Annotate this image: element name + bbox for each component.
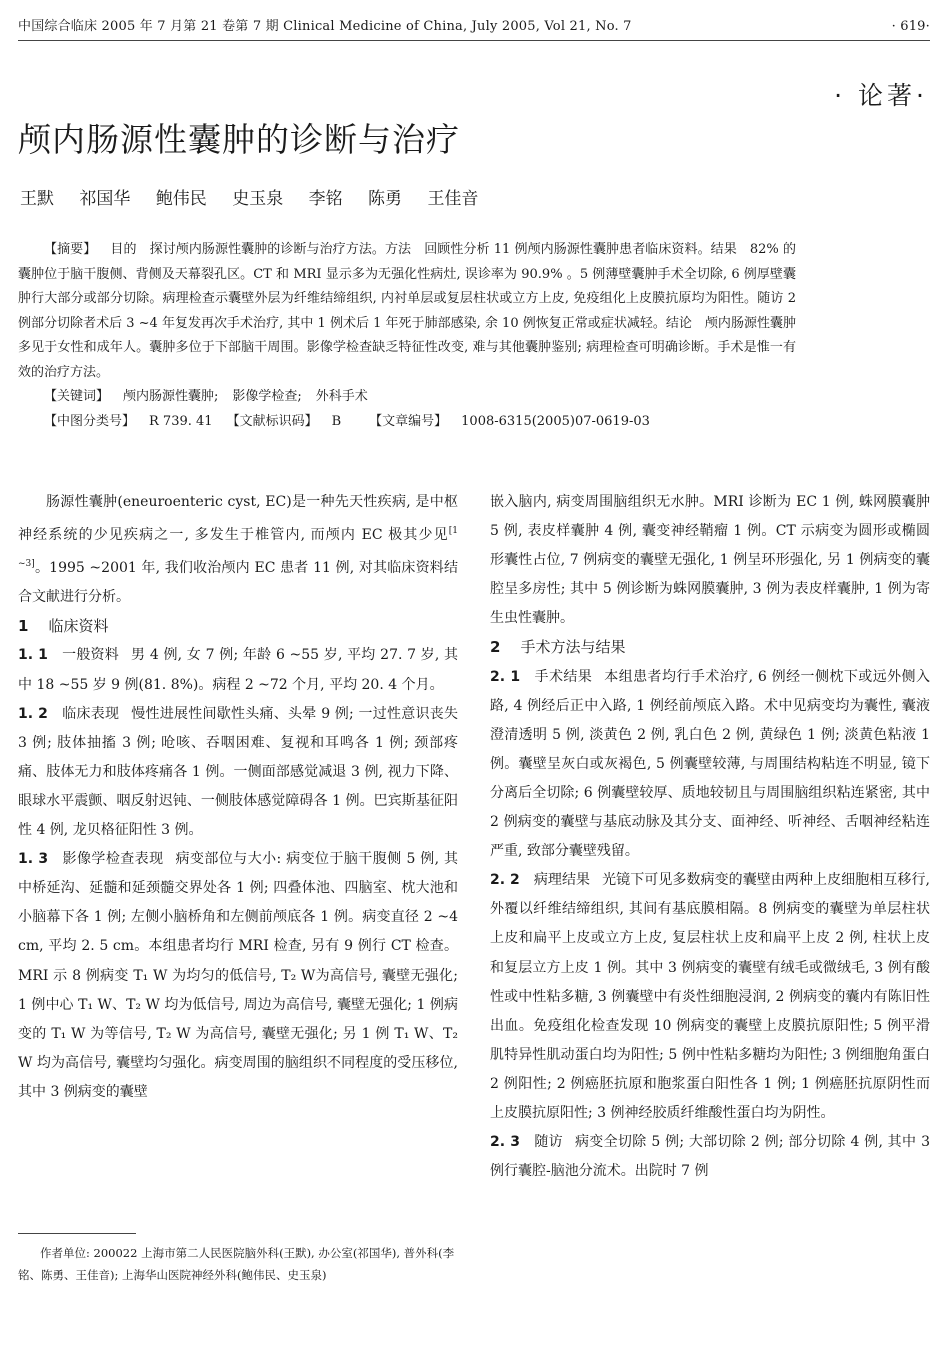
intro-paragraph — [18, 488, 458, 612]
reference-mark: [1 ~3] — [18, 526, 458, 570]
subsection-heading-2-1 — [490, 669, 604, 685]
abstract-block — [18, 238, 796, 434]
author: 史玉泉 — [232, 189, 284, 209]
subsection-heading-1-2 — [18, 706, 131, 722]
section-heading-2 — [490, 633, 930, 662]
clc-value: R 739. 41 — [149, 413, 213, 429]
author: 李铭 — [308, 189, 343, 209]
keyword: 颅内肠源性囊肿; — [123, 389, 219, 404]
body-column-left — [18, 488, 458, 1107]
body-column-right — [490, 488, 930, 1186]
subsection-number: 2. 3 — [490, 1134, 520, 1151]
subsection-title: 一般资料 — [61, 647, 119, 664]
subsection-title: 影像学检查表现 — [62, 851, 164, 868]
paragraph-text: 病变部位与大小: 病变位于脑干腹侧 5 例, 其中桥延沟、延髓和延颈髓交界处各 1 例; 四叠体池、四脑室、枕大池和小脑幕下各 1 例; 左侧小脑桥角和左侧前颅底各 1 例。病变直径 2 ~4 cm, 平均 2. 5 cm。本组患者均行 MRI 检查, 另有 9 例行 CT 检查。MRI 示 8 例病变 T₁ W 为均匀的低信号, T₂ W为高信号, 囊壁无强化; 1 例中心 T₁ W、T₂ W 均为低信号, 周边为高信号, 囊壁无强化; 1 例病变的 T₁ W 为等信号, T₂ W 为高信号, 囊壁无强化; 另 1 例 T₁ W、T₂ W 均为高信号, 囊壁均匀强化。病变周围的脑组织不同程度的受压移位, 其中 3 例病变的囊壁 — [18, 851, 458, 1100]
paragraph-text: 光镜下可见多数病变的囊壁由两种上皮细胞相互移行, 外覆以纤维结缔组织, 其间有基底膜相隔。8 例病变的囊壁为单层柱状上皮和扁平上皮或立方上皮, 复层柱状上皮和扁平上皮 2 例, 柱状上皮和复层立方上皮 1 例。其中 3 例病变的囊壁有绒毛或微绒毛, 3 例有酸性或中性粘多糖, 3 例囊壁中有炎性细胞浸润, 2 例病变的囊内有陈旧性出血。免疫组化检查发现 10 例病变的囊壁上皮膜抗原阳性; 5 例平滑肌特异性肌动蛋白均为阳性; 5 例中性粘多糖均为阳性; 3 例细胞角蛋白 2 例阳性; 2 例癌胚抗原和胞浆蛋白阳性各 1 例; 1 例癌胚抗原阴性而上皮膜抗原阳性; 3 例神经胶质纤维酸性蛋白均为阴性。 — [490, 872, 931, 1121]
paragraph-continued: 嵌入脑内, 病变周围脑组织无水肿。MRI 诊断为 EC 1 例, 蛛网膜囊肿 5 例, 表皮样囊肿 4 例, 囊变神经鞘瘤 1 例。CT 示病变为圆形或椭圆形囊性占位, 7 例病变的囊壁无强化, 1 例呈环形强化, 另 1 例病变的囊腔呈多房性; 其中 5 例诊断为蛛网膜囊肿, 3 例为表皮样囊肿, 1 例为寄生虫性囊肿。 — [490, 494, 930, 627]
subsection-title: 病理结果 — [533, 872, 591, 889]
keywords-tag: 【关键词】 — [44, 389, 110, 404]
subsection-heading-2-3 — [490, 1134, 575, 1150]
paragraph-text: 病变全切除 5 例; 大部切除 2 例; 部分切除 4 例, 其中 3 例行囊腔-脑池分流术。出院时 7 例 — [490, 1134, 930, 1180]
footnote-rule — [18, 1233, 136, 1234]
author: 王佳音 — [427, 189, 479, 209]
subsection-heading-1-1 — [18, 647, 131, 663]
paragraph-text: 本组患者均行手术治疗, 6 例经一侧枕下或远外侧入路, 4 例经后正中入路, 1 例经前颅底入路。术中见病变均为囊性, 囊液澄清透明 5 例, 淡黄色 2 例, 乳白色 2 例, 黄绿色 1 例; 淡黄色粘液 1 例。囊壁呈灰白或灰褐色, 5 例囊壁较薄, 与周围结构粘连不明显, 镜下分离后全切除; 6 例囊壁较厚、质地较韧且与周围脑组织粘连紧密, 其中 2 例病变的囊壁与基底动脉及其分支、面神经、听神经、舌咽神经粘连严重, 致部分囊壁残留。 — [490, 668, 930, 860]
author-list — [20, 187, 498, 211]
subsection-title: 手术结果 — [534, 668, 593, 685]
paragraph-text: 慢性进展性间歇性头痛、头晕 9 例; 一过性意识丧失 3 例; 肢体抽搐 3 例; 呛咳、吞咽困难、复视和耳鸣各 1 例; 颈部疼痛、肢体无力和肢体疼痛各 1 例。一侧面部感觉减退 3 例, 视力下降、眼球水平震颤、咽反射迟钝、一侧肢体感觉障碍各 1 例。巴宾斯基征阳性 4 例, 龙贝格征阳性 3 例。 — [18, 705, 458, 839]
keywords — [18, 385, 796, 410]
section-label: · 论著· — [834, 81, 928, 110]
author-affiliation-footnote — [18, 1242, 458, 1286]
section-title: 临床资料 — [48, 617, 109, 636]
subsection-number: 2. 1 — [490, 668, 521, 685]
article-no-value: 1008-6315(2005)07-0619-03 — [461, 413, 650, 429]
keyword: 外科手术 — [315, 389, 368, 404]
section-title: 手术方法与结果 — [520, 638, 626, 657]
abstract — [18, 238, 796, 385]
section-number: 1 — [18, 617, 29, 636]
author: 陈勇 — [368, 189, 403, 209]
abstract-tag: 【摘要】 — [44, 242, 97, 257]
subsection-number: 1. 3 — [18, 851, 49, 868]
subsection-heading-1-3 — [18, 851, 176, 867]
article-title: 颅内肠源性囊肿的诊断与治疗 — [18, 120, 460, 159]
subsection-number: 1. 1 — [18, 647, 48, 664]
clc-tag: 【中图分类号】 — [44, 413, 136, 429]
doc-code-tag: 【文献标识码】 — [226, 413, 318, 429]
section-number: 2 — [490, 638, 501, 657]
journal-citation: 中国综合临床 2005 年 7 月第 21 卷第 7 期 Clinical Medicine of China, July 2005, Vol 21, No. 7 — [18, 19, 632, 34]
abstract-text: 目的 探讨颅内肠源性囊肿的诊断与治疗方法。方法 回顾性分析 11 例颅内肠源性囊肿患者临床资料。结果 82% 的囊肿位于脑干腹侧、背侧及天幕裂孔区。CT 和 MRI 显示多为无强化性病灶, 误诊率为 90.9% 。5 例薄壁囊肿手术全切除, 6 例厚壁囊肿行大部分或部分切除。病理检查示囊壁外层为纤维结缔组织, 内衬单层或复层柱状或立方上皮, 免疫组化上皮膜抗原均为阳性。随访 2 例部分切除者术后 3 ~4 年复发再次手术治疗, 其中 1 例术后 1 年死于肺部感染, 余 10 例恢复正常或症状减轻。结论 颅内肠源性囊肿多见于女性和成年人。囊肿多位于下部脑干周围。影像学检查缺乏特征性改变, 难与其他囊肿鉴别; 病理检查可明确诊断。手术是惟一有效的治疗方法。 — [18, 242, 796, 380]
subsection-number: 1. 2 — [18, 705, 48, 722]
doc-code-value: B — [331, 413, 342, 429]
subsection-number: 2. 2 — [490, 872, 520, 889]
author: 祁国华 — [79, 189, 131, 209]
keyword: 影像学检查; — [232, 389, 302, 404]
intro-text: 肠源性囊肿(eneuroenteric cyst, EC)是一种先天性疾病, 是中枢神经系统的少见疾病之一, 多发生于椎管内, 而颅内 EC 极其少见 — [18, 494, 458, 544]
subsection-title: 临床表现 — [61, 705, 120, 722]
intro-text-cont: 。1995 ~2001 年, 我们收治颅内 EC 患者 11 例, 对其临床资料结合文献进行分析。 — [18, 560, 458, 606]
author: 鲍伟民 — [155, 189, 207, 209]
paragraph-text: 男 4 例, 女 7 例; 年龄 6 ~55 岁, 平均 27. 7 岁, 其中 18 ~55 岁 9 例(81. 8%)。病程 2 ~72 个月, 平均 20. 4 个月。 — [18, 647, 459, 693]
footnote-text: 作者单位: 200022 上海市第二人民医院脑外科(王默), 办公室(祁国华), 普外科(李铭、陈勇、王佳音); 上海华山医院神经外科(鲍伟民、史玉泉) — [18, 1246, 455, 1282]
section-heading-1 — [18, 612, 458, 641]
subsection-heading-2-2 — [490, 872, 602, 888]
subsection-title: 随访 — [534, 1134, 563, 1151]
header-rule — [18, 40, 930, 41]
author: 王默 — [20, 189, 54, 209]
classification-line — [18, 410, 796, 435]
page-number: · 619· — [891, 19, 930, 34]
article-no-tag: 【文章编号】 — [369, 413, 448, 429]
